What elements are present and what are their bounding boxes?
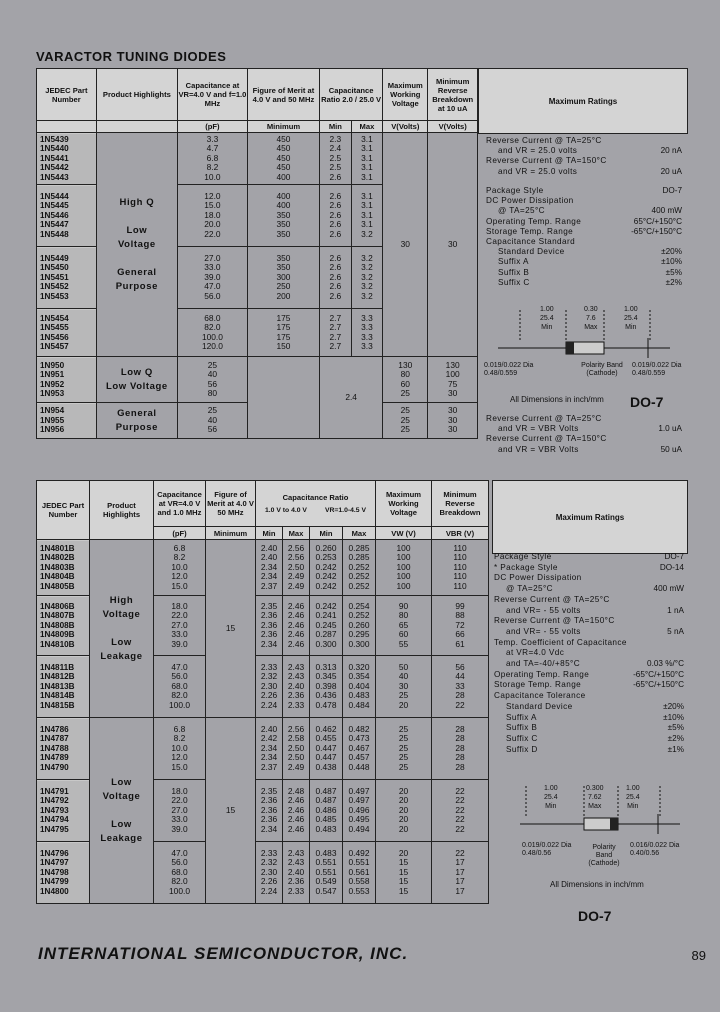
rating-value: 400 mW <box>653 584 684 594</box>
part-numbers: 1N950 1N951 1N952 1N953 <box>37 357 97 403</box>
cap-values: 47.0 56.0 68.0 82.0 100.0 <box>154 842 206 904</box>
cap-values: 6.8 8.2 10.0 12.0 15.0 <box>154 718 206 780</box>
ratings-block-2 <box>486 186 682 288</box>
ratio-min: 2.35 2.36 2.36 2.36 2.34 <box>256 780 283 842</box>
hdr-ratio-title: Capacitance Ratio <box>282 492 349 502</box>
dim-lead-2 <box>626 784 640 811</box>
hdr-capacitance: Capacitance at VR=4.0 V and 1.0 MHz <box>154 481 206 527</box>
sub-min: Minimum <box>206 527 256 540</box>
dim-value: 25.4 <box>624 315 638 322</box>
sub-pf: (pF) <box>154 527 206 540</box>
dim-wire-2 <box>632 362 681 378</box>
rating-label: Temp. Coefficient of Capacitance <box>494 637 627 647</box>
dim-value: Max <box>584 324 598 331</box>
dim-value: Dia <box>560 842 572 849</box>
dim-note-2: All Dimensions in inch/mm <box>550 880 644 889</box>
rating-value: 65°C/+150°C <box>633 216 682 226</box>
breakdown-voltage: 30 30 30 <box>428 403 478 439</box>
dim-value: 0.48/0.559 <box>484 370 518 377</box>
ratio-max: 2.48 2.46 2.46 2.46 2.46 <box>283 780 310 842</box>
breakdown-voltage: 30 <box>428 133 478 357</box>
rating-label: Storage Temp. Range <box>494 680 582 690</box>
ratings-block-3 <box>486 414 682 455</box>
breakdown-voltage: 56 44 33 28 22 <box>432 656 489 718</box>
working-voltage: 30 <box>383 133 428 357</box>
cap-values: 27.0 33.0 39.0 47.0 56.0 <box>177 247 247 309</box>
cap-values: 3.3 4.7 6.8 8.2 10.0 <box>177 133 247 185</box>
rating-label: Capacitance Tolerance <box>494 691 586 701</box>
cap-values: 18.0 22.0 27.0 33.0 39.0 <box>154 780 206 842</box>
cap-values: 18.0 22.0 27.0 33.0 39.0 <box>154 596 206 656</box>
rating-value: ±5% <box>665 267 682 277</box>
rating-label: Suffix B <box>498 267 530 277</box>
ratio-950: 2.4 <box>320 357 383 439</box>
dim-value: Dia <box>522 362 534 369</box>
cap-values: 25 40 56 <box>177 403 247 439</box>
dim-value: 0.016/0.022 <box>630 842 667 849</box>
highlight-high-voltage: High Voltage Low Leakage <box>90 540 154 718</box>
rating-label: Package Style <box>486 186 544 195</box>
ratio-min: 2.3 2.4 2.5 2.5 2.6 <box>320 133 352 185</box>
ratio-min: 2.6 2.6 2.6 2.6 2.6 <box>320 185 352 247</box>
fom-values <box>247 357 319 439</box>
part-numbers: 1N4811B 1N4812B 1N4813B 1N4814B 1N4815B <box>37 656 90 718</box>
dim-body-1 <box>584 305 598 332</box>
breakdown-voltage: 110 110 110 110 110 <box>432 540 489 596</box>
dim-value: 0.48/0.559 <box>632 370 666 377</box>
rating-label: Operating Temp. Range <box>494 669 590 679</box>
sub-max: Max <box>343 527 376 540</box>
hdr-jedec: JEDEC Part Number <box>37 69 97 121</box>
rating-value: -65°C/+150°C <box>631 226 682 236</box>
rating-label: Reverse Current @ TA=150°C <box>486 156 607 166</box>
rating-value: ±20% <box>663 701 684 711</box>
cap-values: 68.0 82.0 100.0 120.0 <box>177 309 247 357</box>
ratio-min: 0.483 0.551 0.551 0.549 0.547 <box>310 842 343 904</box>
dim-value: 0.019/0.022 <box>522 842 559 849</box>
sub-vw: VW (V) <box>376 527 432 540</box>
breakdown-voltage: 22 17 17 17 17 <box>432 842 489 904</box>
part-numbers: 1N5454 1N5455 1N5456 1N5457 <box>37 309 97 357</box>
dim-value: 0.300 <box>586 785 604 792</box>
part-numbers: 1N4806B 1N4807B 1N4808B 1N4809B 1N4810B <box>37 596 90 656</box>
rating-label: Capacitance Standard <box>486 237 576 247</box>
rating-label: Suffix A <box>506 712 537 722</box>
page-title: VARACTOR TUNING DIODES <box>36 49 227 64</box>
dim-value: Min <box>627 803 639 810</box>
ratio-max: 3.2 3.2 3.2 3.2 3.2 <box>351 247 383 309</box>
dim-value: Dia <box>668 842 680 849</box>
ratio-min: 0.313 0.345 0.398 0.436 0.478 <box>310 656 343 718</box>
dim-unit: inch <box>613 880 629 889</box>
sub-vb: V(Volts) <box>428 121 478 133</box>
working-voltage: 130 80 60 25 <box>383 357 428 403</box>
dim-value: Dia <box>670 362 682 369</box>
rating-label: @ TA=25°C <box>506 584 553 594</box>
part-numbers: 1N5449 1N5450 1N5451 1N5452 1N5453 <box>37 247 97 309</box>
sub-vb: VBR (V) <box>432 527 489 540</box>
rating-label: DC Power Dissipation <box>486 196 574 206</box>
hdr-fom: Figure of Merit at 4.0 V and 50 MHz <box>247 69 319 121</box>
breakdown-voltage: 130 100 75 30 <box>428 357 478 403</box>
rating-label: and TA=-40/+85°C <box>506 659 581 669</box>
dim-value: 7.62 <box>587 794 602 801</box>
rating-value: 1.0 uA <box>658 424 682 434</box>
hdr-product: Product Highlights <box>90 481 154 540</box>
dim-value: Min <box>625 324 637 331</box>
rating-value: 5 nA <box>667 626 684 636</box>
rating-label: Reverse Current @ TA=150°C <box>494 616 615 626</box>
ratio-min: 0.462 0.455 0.447 0.447 0.438 <box>310 718 343 780</box>
fom-values: 450 450 450 450 400 <box>247 133 319 185</box>
hdr-fom: Figure of Merit at 4.0 V 50 MHz <box>206 481 256 527</box>
part-numbers: 1N5444 1N5445 1N5446 1N5447 1N5448 <box>37 185 97 247</box>
ratio-max: 0.492 0.551 0.561 0.558 0.553 <box>343 842 376 904</box>
sub-min: Min <box>256 527 283 540</box>
dim-value: 1.00 <box>544 785 558 792</box>
dim-note-text: All Dimensions in <box>550 880 612 889</box>
rating-label: DC Power Dissipation <box>494 573 582 583</box>
rating-value: -65°C/+150°C <box>633 680 684 690</box>
hdr-ratio-range: 1.0 V to 4.0 V <box>265 506 307 514</box>
working-voltage: 20 20 20 20 20 <box>376 780 432 842</box>
fom-values: 15 <box>206 540 256 718</box>
rating-label: Operating Temp. Range <box>486 216 582 226</box>
page-number: 89 <box>691 948 706 963</box>
part-numbers: 1N4791 1N4792 1N4793 1N4794 1N4795 <box>37 780 90 842</box>
rating-label: and VR = 25.0 volts <box>498 166 578 176</box>
rating-value: DO-7 <box>664 552 684 561</box>
rating-value: DO-7 <box>662 186 682 195</box>
sub-min: Min <box>310 527 343 540</box>
rating-label: Suffix D <box>506 744 538 754</box>
ratio-max: 2.43 2.43 2.40 2.36 2.33 <box>283 842 310 904</box>
rating-label: * Package Style <box>494 562 558 572</box>
rating-label: Suffix B <box>506 723 538 733</box>
rating-label: and VR = 25.0 volts <box>498 146 578 156</box>
rating-value: ±10% <box>663 712 684 722</box>
working-voltage: 25 25 25 <box>383 403 428 439</box>
ratio-max: 3.1 3.1 3.1 3.1 3.1 <box>351 133 383 185</box>
fom-values: 175 175 175 150 <box>247 309 319 357</box>
sub-vw: V(Volts) <box>383 121 428 133</box>
rating-value: ±20% <box>661 247 682 257</box>
sub-max: Max <box>283 527 310 540</box>
dim-wire-1 <box>522 842 571 858</box>
rating-label: Reverse Current @ TA=25°C <box>486 414 602 423</box>
ratio-min: 2.6 2.6 2.6 2.6 2.6 <box>320 247 352 309</box>
hdr-product: Product Highlights <box>96 69 177 121</box>
varactor-table-1 <box>36 68 478 439</box>
ratio-min: 2.35 2.36 2.36 2.36 2.34 <box>256 596 283 656</box>
ratio-max: 0.285 0.285 0.252 0.252 0.252 <box>343 540 376 596</box>
sub-min: Minimum <box>247 121 319 133</box>
ratio-min: 2.40 2.42 2.34 2.34 2.37 <box>256 718 283 780</box>
dim-note-text: All Dimensions in <box>510 395 572 404</box>
rating-label: @ TA=25°C <box>498 206 545 216</box>
ratio-max: 3.1 3.1 3.1 3.1 3.2 <box>351 185 383 247</box>
dim-lead-1 <box>544 784 558 811</box>
working-voltage: 50 40 30 25 20 <box>376 656 432 718</box>
do7-label-2: DO-7 <box>578 908 612 924</box>
dim-value: 0.48/0.56 <box>522 850 552 857</box>
rating-label: Reverse Current @ TA=25°C <box>486 136 602 145</box>
fom-values: 15 <box>206 718 256 904</box>
hdr-ratio <box>256 481 376 527</box>
working-voltage: 100 100 100 100 100 <box>376 540 432 596</box>
fom-values: 400 400 350 350 350 <box>247 185 319 247</box>
ratio-max: 2.56 2.58 2.50 2.50 2.49 <box>283 718 310 780</box>
rating-value: 0.03 %/°C <box>647 659 684 669</box>
rating-label: at VR=4.0 Vdc <box>506 648 565 658</box>
ratio-max: 0.482 0.473 0.467 0.457 0.448 <box>343 718 376 780</box>
dim-lead-2 <box>624 305 638 332</box>
sub-rmax: Max <box>351 121 383 133</box>
polarity-label-2: Polarity Band (Cathode) <box>588 844 620 867</box>
breakdown-voltage: 99 88 72 66 61 <box>432 596 489 656</box>
dim-value: Min <box>545 803 557 810</box>
dim-value: 1.00 <box>626 785 640 792</box>
rating-value: 20 uA <box>660 166 682 176</box>
highlight-low-q: Low Q Low Voltage <box>96 357 177 403</box>
ratio-max: 3.3 3.3 3.3 3.3 <box>351 309 383 357</box>
hdr-breakdown: Minimum Reverse Breakdown <box>432 481 489 527</box>
rating-value: 20 nA <box>660 146 682 156</box>
hdr-breakdown: Minimum Reverse Breakdown at 10 uA <box>428 69 478 121</box>
ratio-max: 0.497 0.497 0.496 0.495 0.494 <box>343 780 376 842</box>
dim-value: 0.40/0.56 <box>630 850 660 857</box>
dim-value: 7.6 <box>585 315 596 322</box>
rating-value: DO-14 <box>659 562 684 572</box>
ratio-max: 2.43 2.43 2.40 2.36 2.33 <box>283 656 310 718</box>
dim-unit: inch <box>573 395 589 404</box>
hdr-ratio: Capacitance Ratio 2.0 / 25.0 V <box>320 69 383 121</box>
ratio-min: 0.260 0.253 0.242 0.242 0.242 <box>310 540 343 596</box>
working-voltage: 90 80 65 60 55 <box>376 596 432 656</box>
rating-label: Standard Device <box>498 247 565 257</box>
rating-label: Suffix C <box>506 733 538 743</box>
dim-body-1 <box>586 784 604 811</box>
ratio-min: 2.33 2.32 2.30 2.26 2.24 <box>256 656 283 718</box>
dim-value: Max <box>588 803 602 810</box>
ratio-min: 2.33 2.32 2.30 2.26 2.24 <box>256 842 283 904</box>
rating-label: and VR = VBR Volts <box>498 444 579 454</box>
rating-value: 1 nA <box>667 605 684 615</box>
rating-value: 400 mW <box>651 206 682 216</box>
dim-lead-1 <box>540 305 554 332</box>
dim-value: 1.00 <box>624 306 638 313</box>
ratings-block-1 <box>486 136 682 177</box>
dim-note-1: All Dimensions in inch/mm <box>510 395 604 404</box>
working-voltage: 20 15 15 15 15 <box>376 842 432 904</box>
dim-value: 25.4 <box>626 794 640 801</box>
dim-value: Min <box>541 324 553 331</box>
cap-values: 12.0 15.0 18.0 20.0 22.0 <box>177 185 247 247</box>
varactor-table-2 <box>36 480 489 904</box>
part-numbers: 1N954 1N955 1N956 <box>37 403 97 439</box>
polarity-label-1: Polarity Band (Cathode) <box>581 362 623 377</box>
hdr-max-voltage: Maximum Working Voltage <box>383 69 428 121</box>
rating-label: Reverse Current @ TA=150°C <box>486 434 607 444</box>
dim-value: 25.4 <box>540 315 554 322</box>
fom-values: 350 350 300 250 200 <box>247 247 319 309</box>
sub-rmin: Min <box>320 121 352 133</box>
hdr-ratings: Maximum Ratings <box>478 68 688 134</box>
hdr-jedec: JEDEC Part Number <box>37 481 90 540</box>
rating-label: Suffix C <box>498 277 530 287</box>
highlight-low-voltage: Low Voltage Low Leakage <box>90 718 154 904</box>
ratings-block-4 <box>494 552 684 755</box>
highlight-high-q: High Q Low Voltage General Purpose <box>96 133 177 357</box>
ratio-min: 0.487 0.487 0.486 0.485 0.483 <box>310 780 343 842</box>
hdr-ratio-range: VR=1.0-4.5 V <box>324 506 366 514</box>
part-numbers: 1N4786 1N4787 1N4788 1N4789 1N4790 <box>37 718 90 780</box>
part-numbers: 1N4801B 1N4802B 1N4803B 1N4804B 1N4805B <box>37 540 90 596</box>
rating-value: -65°C/+150°C <box>633 669 684 679</box>
dim-value: 25.4 <box>544 794 558 801</box>
cap-values: 25 40 56 80 <box>177 357 247 403</box>
hdr-ratings-2: Maximum Ratings <box>492 480 688 554</box>
ratio-max: 0.320 0.354 0.404 0.483 0.484 <box>343 656 376 718</box>
part-numbers: 1N4796 1N4797 1N4798 1N4799 1N4800 <box>37 842 90 904</box>
dim-unit: mm <box>630 880 644 889</box>
dim-wire-1 <box>484 362 533 378</box>
rating-value: ±1% <box>667 744 684 754</box>
rating-label: Reverse Current @ TA=25°C <box>494 594 610 604</box>
part-numbers: 1N5439 1N5440 1N5441 1N5442 1N5443 <box>37 133 97 185</box>
rating-label: and VR= - 55 volts <box>506 605 581 615</box>
dim-value: 1.00 <box>540 306 554 313</box>
ratio-max: 2.46 2.46 2.46 2.46 2.46 <box>283 596 310 656</box>
hdr-max-voltage: Maximum Working Voltage <box>376 481 432 527</box>
rating-label: and VR = VBR Volts <box>498 424 579 434</box>
working-voltage: 25 25 25 25 25 <box>376 718 432 780</box>
company-name: INTERNATIONAL SEMICONDUCTOR, INC. <box>38 944 409 963</box>
rating-value: 50 uA <box>660 444 682 454</box>
do7-label-1: DO-7 <box>630 394 664 410</box>
dim-unit: mm <box>590 395 604 404</box>
rating-label: Suffix A <box>498 257 529 267</box>
sub-pf: (pF) <box>177 121 247 133</box>
breakdown-voltage: 22 22 22 22 22 <box>432 780 489 842</box>
ratio-min: 0.242 0.241 0.245 0.287 0.300 <box>310 596 343 656</box>
dim-wire-2 <box>630 842 679 858</box>
rating-value: ±5% <box>667 723 684 733</box>
rating-label: Package Style <box>494 552 552 561</box>
rating-value: ±2% <box>665 277 682 287</box>
hdr-capacitance: Capacitance at VR=4.0 V and f=1.0 MHz <box>177 69 247 121</box>
dim-value: 0.30 <box>584 306 598 313</box>
rating-value: ±10% <box>661 257 682 267</box>
cap-values: 47.0 56.0 68.0 82.0 100.0 <box>154 656 206 718</box>
breakdown-voltage: 28 28 28 28 28 <box>432 718 489 780</box>
cap-values: 6.8 8.2 10.0 12.0 15.0 <box>154 540 206 596</box>
rating-label: Storage Temp. Range <box>486 226 574 236</box>
rating-label: Standard Device <box>506 701 573 711</box>
dim-value: 0.019/0.022 <box>632 362 669 369</box>
highlight-general: General Purpose <box>96 403 177 439</box>
dim-value: 0.019/0.022 <box>484 362 521 369</box>
ratio-max: 2.56 2.56 2.50 2.49 2.49 <box>283 540 310 596</box>
rating-label: and VR= - 55 volts <box>506 626 581 636</box>
ratio-min: 2.7 2.7 2.7 2.7 <box>320 309 352 357</box>
ratio-min: 2.40 2.40 2.34 2.34 2.37 <box>256 540 283 596</box>
ratio-max: 0.254 0.252 0.260 0.295 0.300 <box>343 596 376 656</box>
rating-value: ±2% <box>667 733 684 743</box>
